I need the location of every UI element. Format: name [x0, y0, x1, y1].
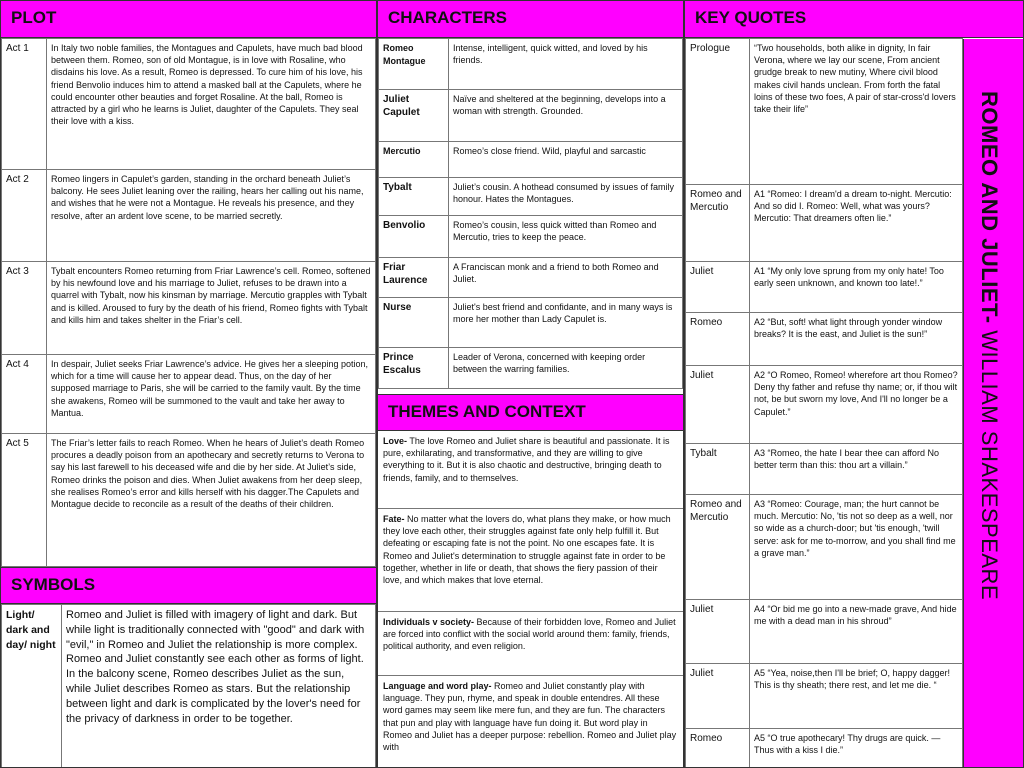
plot-act-text: In Italy two noble families, the Montagues and Capulets, have much bad blood between them. Romeo, son of old Montague, is in love with Rosaline, who disdains his love. As a result, Romeo is depressed. To cure him of his love, his friend Benvolio induces him to attend a masked ball at the Capulets, where he could encounter other beauties and forget Rosaline. At the ball, Romeo is attracted by a girl who he learns is Juliet, daughter of the Capulets. They seal their love with a kiss.: [47, 39, 376, 170]
quote-row: [686, 39, 963, 185]
character-name: Romeo Montague: [379, 39, 449, 90]
plot-act-label: Act 3: [2, 262, 47, 355]
quote-speaker: Juliet: [686, 600, 750, 664]
character-name: Juliet Capulet: [379, 90, 449, 142]
character-row: [379, 178, 683, 216]
quote-row: [686, 664, 963, 729]
plot-act-text: In despair, Juliet seeks Friar Lawrence’s advice. He gives her a sleeping potion, which for a time will cause her to appear dead. Thus, on the day of her supposed marriage to Paris, she will be carried to the family vault. By the time she awakens, Romeo will be summoned to the vault and take her away to Mantua.: [47, 355, 376, 434]
plot-act-text: Romeo lingers in Capulet’s garden, standing in the orchard beneath Juliet’s balcony. He sees Juliet leaning over the railing, hears her calling out his name, and wishes that he were not a Montague. He reveals his presence, and they resolve, after an ardent love scene, to be married secretly.: [47, 170, 376, 262]
theme-text: Because of their forbidden love, Romeo and Juliet are forced into conflict with the social world around them: family, friends, political authority, and even religion.: [383, 617, 676, 652]
theme-text: The love Romeo and Juliet share is beautiful and passionate. It is pure, exhilarating, and transformative, and they are willing to give everything to it. But it is also chaotic and destructive, bringing death to friends, family, and to themselves.: [383, 436, 670, 483]
side-title-main: ROMEO AND JULIET-: [977, 91, 1002, 324]
quote-row: [686, 185, 963, 262]
plot-row: [2, 355, 376, 434]
quote-row: [686, 366, 963, 444]
plot-act-label: Act 4: [2, 355, 47, 434]
quote-text: “Two households, both alike in dignity, In fair Verona, where we lay our scene, From ancient grudge break to new mutiny, Where civil blood makes civil hands unclean. From forth the fatal loins of these two foes, A pair of star-cross'd lovers take their life”: [750, 39, 963, 185]
quotes-column: [684, 0, 1024, 768]
characters-table: [378, 38, 683, 389]
plot-row: [2, 434, 376, 567]
quote-speaker: Prologue: [686, 39, 750, 185]
character-name: Benvolio: [379, 216, 449, 258]
quote-speaker: Tybalt: [686, 444, 750, 495]
character-desc: Leader of Verona, concerned with keeping order between the warring families.: [449, 348, 683, 389]
character-name: Nurse: [379, 298, 449, 348]
theme-label: Language and word play-: [383, 681, 492, 691]
symbols-header: SYMBOLS: [1, 567, 376, 604]
theme-label: Love-: [383, 436, 408, 446]
quote-speaker: Romeo: [686, 313, 750, 366]
quote-row: [686, 495, 963, 600]
themes-list: [378, 431, 683, 768]
quote-row: [686, 600, 963, 664]
quote-speaker: Romeo and Mercutio: [686, 495, 750, 600]
side-title-author: WILLIAM SHAKESPEARE: [977, 323, 1002, 601]
symbol-text: Romeo and Juliet is filled with imagery of light and dark. But while light is traditionally connected with "good" and dark with "evil," in Romeo and Juliet the relationship is more complex. Romeo and Juliet constantly see each other as forms of light. In the balcony scene, Romeo describes Juliet as the sun, while Juliet describes Romeo as stars. But the relationship between light and dark is complicated by the lover's need for the privacy of darkness in order to be together.: [62, 605, 376, 768]
character-desc: A Franciscan monk and a friend to both Romeo and Juliet.: [449, 258, 683, 298]
character-row: [379, 142, 683, 178]
quote-text: A3 “Romeo: Courage, man; the hurt cannot be much. Mercutio: No, 'tis not so deep as a well, nor so wide as a church-door; but 'tis enough, 'twill serve: ask for me to-morrow, and you shall find me a grave man.”: [750, 495, 963, 600]
quote-speaker: Juliet: [686, 664, 750, 729]
plot-act-text: Tybalt encounters Romeo returning from Friar Lawrence’s cell. Romeo, softened by his newfound love and his marriage to Juliet, refuses to be drawn into a quarrel with Tybalt, now his kinsman by marriage. Mercutio grapples with Tybalt and is killed. Aroused to fury by the death of his friend, Romeo fights with Tybalt and kills him and takes shelter in the Friar’s cell.: [47, 262, 376, 355]
plot-act-label: Act 1: [2, 39, 47, 170]
plot-act-label: Act 5: [2, 434, 47, 567]
quote-text: A4 “Or bid me go into a new-made grave, And hide me with a dead man in his shroud”: [750, 600, 963, 664]
quote-speaker: Juliet: [686, 262, 750, 313]
theme-item: [378, 676, 683, 768]
plot-column: [0, 0, 377, 768]
character-desc: Romeo’s close friend. Wild, playful and sarcastic: [449, 142, 683, 178]
theme-label: Fate-: [383, 514, 405, 524]
quote-row: [686, 313, 963, 366]
plot-act-text: The Friar’s letter fails to reach Romeo. When he hears of Juliet’s death Romeo procures a deadly poison from an apothecary and secretly returns to Verona to say his last farewell to his deceased wife and die by her side. At Juliet’s side, Romeo drinks the poison and dies. When Juliet awakens from her deep sleep, she realises Romeo’s error and kills herself with his dagger.The Capulets and Montague decide to reconcile as a result of the deaths of their children.: [47, 434, 376, 567]
plot-header: PLOT: [1, 1, 376, 38]
plot-row: [2, 170, 376, 262]
quote-text: A1 “Romeo: I dream'd a dream to-night. Mercutio: And so did I. Romeo: Well, what was yours? Mercutio: That dreamers often lie.”: [750, 185, 963, 262]
quote-text: A5 “O true apothecary! Thy drugs are quick. — Thus with a kiss I die.”: [750, 729, 963, 768]
quote-row: [686, 444, 963, 495]
character-row: [379, 348, 683, 389]
quote-row: [686, 262, 963, 313]
plot-row: [2, 39, 376, 170]
quote-speaker: Juliet: [686, 366, 750, 444]
quote-text: A2 “O Romeo, Romeo! wherefore art thou Romeo? Deny thy father and refuse thy name; or, if thou wilt not, be but sworn my love, And I'll no longer be a Capulet.”: [750, 366, 963, 444]
quote-text: A2 “But, soft! what light through yonder window breaks? It is the east, and Juliet is the sun!”: [750, 313, 963, 366]
character-row: [379, 216, 683, 258]
theme-item: [378, 509, 683, 612]
character-desc: Naïve and sheltered at the beginning, develops into a woman with strength. Grounded.: [449, 90, 683, 142]
theme-text: No matter what the lovers do, what plans they make, or how much they love each other, their struggles against fate only help fulfill it. But defeating or escaping fate is not the point. No one escapes fate. It is Romeo and Juliet's determination to struggle against fate in order to be together, whether in life or death, that shows the fiery passion of their love, and which makes that love eternal.: [383, 514, 671, 586]
quotes-header: KEY QUOTES: [685, 1, 1023, 38]
quote-speaker: Romeo: [686, 729, 750, 768]
character-desc: Intense, intelligent, quick witted, and loved by his friends.: [449, 39, 683, 90]
plot-table: [1, 38, 376, 567]
symbols-row: [2, 605, 376, 768]
character-name: Mercutio: [379, 142, 449, 178]
quote-row: [686, 729, 963, 768]
quote-text: A5 “Yea, noise,then I'll be brief; O, happy dagger! This is thy sheath; there rest, and let me die. “: [750, 664, 963, 729]
theme-item: [378, 431, 683, 509]
character-name: Friar Laurence: [379, 258, 449, 298]
character-desc: Juliet’s cousin. A hothead consumed by issues of family honour. Hates the Montagues.: [449, 178, 683, 216]
themes-header: THEMES AND CONTEXT: [378, 394, 683, 431]
side-title-banner: [963, 39, 1023, 768]
character-name: Prince Escalus: [379, 348, 449, 389]
quote-text: A1 “My only love sprung from my only hate! Too early seen unknown, and known too late!.”: [750, 262, 963, 313]
theme-text: Romeo and Juliet constantly play with language. They pun, rhyme, and speak in double entendres. All these word games may seem like mere fun, and they are fun. The characters that pun and play with language have fun doing it. But word play in Romeo and Juliet has a deeper purpose: rebellion. Romeo and Juliet play with: [383, 681, 677, 753]
character-row: [379, 258, 683, 298]
quote-speaker: Romeo and Mercutio: [686, 185, 750, 262]
quotes-table: [685, 38, 963, 768]
symbols-table: [1, 604, 376, 768]
character-row: [379, 298, 683, 348]
theme-item: [378, 612, 683, 676]
character-row: [379, 90, 683, 142]
characters-header: CHARACTERS: [378, 1, 683, 38]
symbol-label: Light/ dark and day/ night: [2, 605, 62, 768]
character-desc: Juliet's best friend and confidante, and in many ways is more her mother than Lady Capulet is.: [449, 298, 683, 348]
plot-row: [2, 262, 376, 355]
character-name: Tybalt: [379, 178, 449, 216]
quote-text: A3 “Romeo, the hate I bear thee can afford No better term than this: thou art a villain.”: [750, 444, 963, 495]
plot-act-label: Act 2: [2, 170, 47, 262]
character-desc: Romeo’s cousin, less quick witted than Romeo and Mercutio, tries to keep the peace.: [449, 216, 683, 258]
theme-label: Individuals v society-: [383, 617, 475, 627]
side-title: [976, 91, 1002, 600]
character-row: [379, 39, 683, 90]
characters-column: [377, 0, 684, 768]
